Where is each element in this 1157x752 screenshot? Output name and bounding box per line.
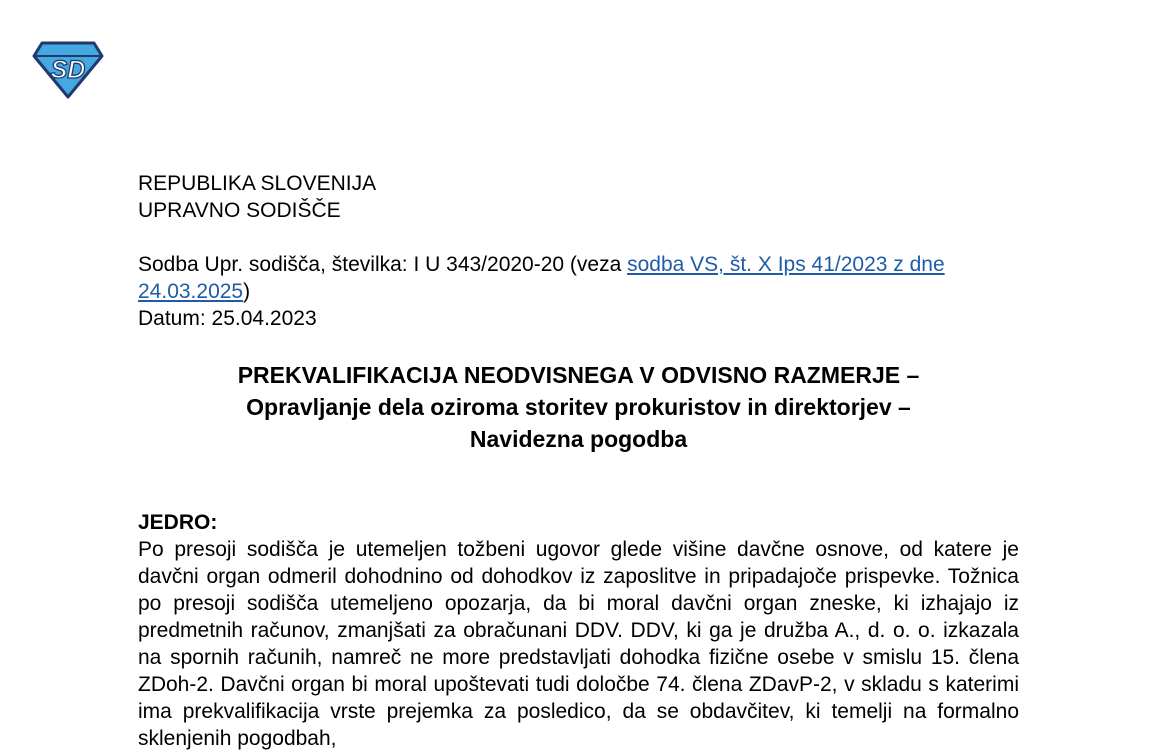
title-line-2: Opravljanje dela oziroma storitev prokuristov in direktorjev –	[246, 394, 911, 420]
summary-heading: JEDRO:	[138, 511, 218, 534]
court-header	[138, 170, 1019, 224]
summary-text: Po presoji sodišča je utemeljen tožbeni ugovor glede višine davčne osnove, od katere je davčni organ odmeril dohodnino od dohodkov iz zaposlitve in pripadajoče prispevke. Tožnica po presoji sodišča utemeljeno opozarja, da bi moral davčni organ zneske, ki izhajajo iz predmetnih računov, zmanjšati za obračunani DDV. DDV, ki ga je družba A., d. o. o. izkazala na spornih računih, namreč ne more predstavljati dohodka fizične osebe v smislu 15. člena ZDoh-2. Davčni organ bi moral upoštevati tudi določbe 74. člena ZDavP-2, v skladu s katerimi ima prekvalifikacija vrste prejemka za posledico, da se obdavčitev, ki temelji na formalno sklenjenih pogodbah,	[138, 538, 1019, 750]
court-emblem-icon	[32, 40, 104, 100]
country-name: REPUBLIKA SLOVENIJA	[138, 172, 377, 195]
court-name: UPRAVNO SODIŠČE	[138, 199, 341, 222]
judgment-reference	[138, 251, 1019, 305]
title-line-3: Navidezna pogodba	[469, 426, 688, 452]
linked-judgment-link[interactable]: sodba VS, št. X Ips 41/2023 z dne 24.03.2025	[138, 253, 945, 303]
document-title	[138, 359, 1019, 455]
logo-letters: SD	[50, 56, 86, 84]
judgment-meta	[138, 251, 1019, 332]
judgment-suffix: )	[243, 280, 251, 303]
judgment-number: Sodba Upr. sodišča, številka: I U 343/2020-20 (veza	[138, 253, 628, 276]
court-logo	[32, 40, 104, 100]
document-body	[138, 170, 1019, 752]
summary-section	[138, 509, 1019, 752]
judgment-date: Datum: 25.04.2023	[138, 307, 317, 330]
title-line-1: PREKVALIFIKACIJA NEODVISNEGA V ODVISNO RAZMERJE –	[237, 362, 920, 388]
